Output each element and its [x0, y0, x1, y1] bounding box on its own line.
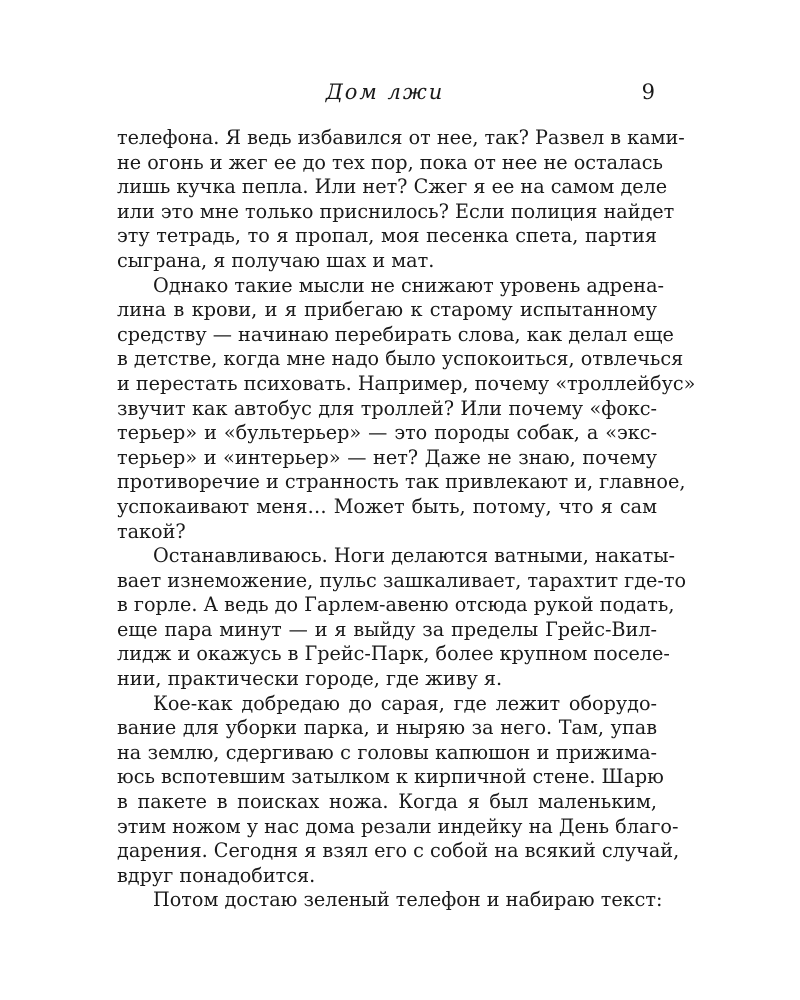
text-line: Кое-как добредаю до сарая, где лежит оборудо- [153, 691, 657, 715]
text-line: средству — начинаю перебирать слова, как делал еще [117, 322, 674, 346]
text-line: вдруг понадобится. [117, 863, 316, 887]
paragraph [117, 544, 687, 692]
text-line: успокаивают меня… Может быть, потому, что я сам [117, 494, 657, 518]
text-line: Потом достаю зеленый телефон и набираю текст: [153, 888, 663, 912]
text-line: и перестать психовать. Например, почему «троллейбус» [117, 371, 696, 395]
text-line: лишь кучка пепла. Или нет? Сжег я ее на самом деле [117, 175, 668, 199]
paragraph [117, 273, 696, 545]
text-line: телефона. Я ведь избавился от нее, так? Развел в ками- [117, 126, 685, 149]
text-line: вает изнеможение, пульс зашкаливает, тарахтит где-то [117, 568, 687, 592]
book-title: Дом лжи [325, 80, 445, 104]
text-line: или это мне только приснилось? Если полиция найдет [117, 199, 675, 223]
running-head [115, 80, 655, 110]
text-line: Останавливаюсь. Ноги делаются ватными, накаты- [153, 544, 676, 568]
text-line: в горле. А ведь до Гарлем-авеню отсюда рукой подать, [117, 593, 675, 617]
text-line: на землю, сдергиваю с головы капюшон и прижима- [117, 740, 657, 764]
page-number: 9 [641, 80, 655, 104]
text-line: эту тетрадь, то я пропал, моя песенка спета, партия [117, 224, 657, 248]
text-line: лина в крови, и я прибегаю к старому испытанному [117, 298, 657, 322]
text-line: такой? [117, 519, 186, 543]
text-line: дарения. Сегодня я взял его с собой на всякий случай, [117, 839, 680, 863]
paragraph [117, 888, 663, 913]
body-text [117, 126, 696, 913]
text-line: сыграна, я получаю шах и мат. [117, 248, 435, 272]
text-line: еще пара минут — и я выйду за пределы Грейс-Вил- [117, 617, 657, 641]
text-line: юсь вспотевшим затылком к кирпичной стене. Шарю [117, 765, 664, 789]
text-line: звучит как автобус для троллей? Или почему «фокс- [117, 396, 657, 420]
text-line: в пакете в поисках ножа. Когда я был маленьким, [117, 790, 657, 814]
text-line: в детстве, когда мне надо было успокоиться, отвлечься [117, 347, 684, 371]
paragraph [117, 126, 685, 274]
text-line: противоречие и странность так привлекают и, главное, [117, 470, 686, 494]
text-line: лидж и окажусь в Грейс-Парк, более крупном поселе- [117, 642, 670, 666]
paragraph [117, 691, 680, 889]
text-line: терьер» и «бультерьер» — это породы собак, а «экс- [117, 421, 657, 445]
text-line: этим ножом у нас дома резали индейку на День благо- [117, 814, 679, 838]
text-line: терьер» и «интерьер» — нет? Даже не знаю, почему [117, 445, 657, 469]
text-line: нии, практически городе, где живу я. [117, 667, 503, 691]
text-line: вание для уборки парка, и ныряю за него. Там, упав [117, 716, 657, 740]
text-line: Однако такие мысли не снижают уровень адрена- [153, 273, 665, 297]
text-line: не огонь и жег ее до тех пор, пока от нее не осталась [117, 150, 663, 174]
